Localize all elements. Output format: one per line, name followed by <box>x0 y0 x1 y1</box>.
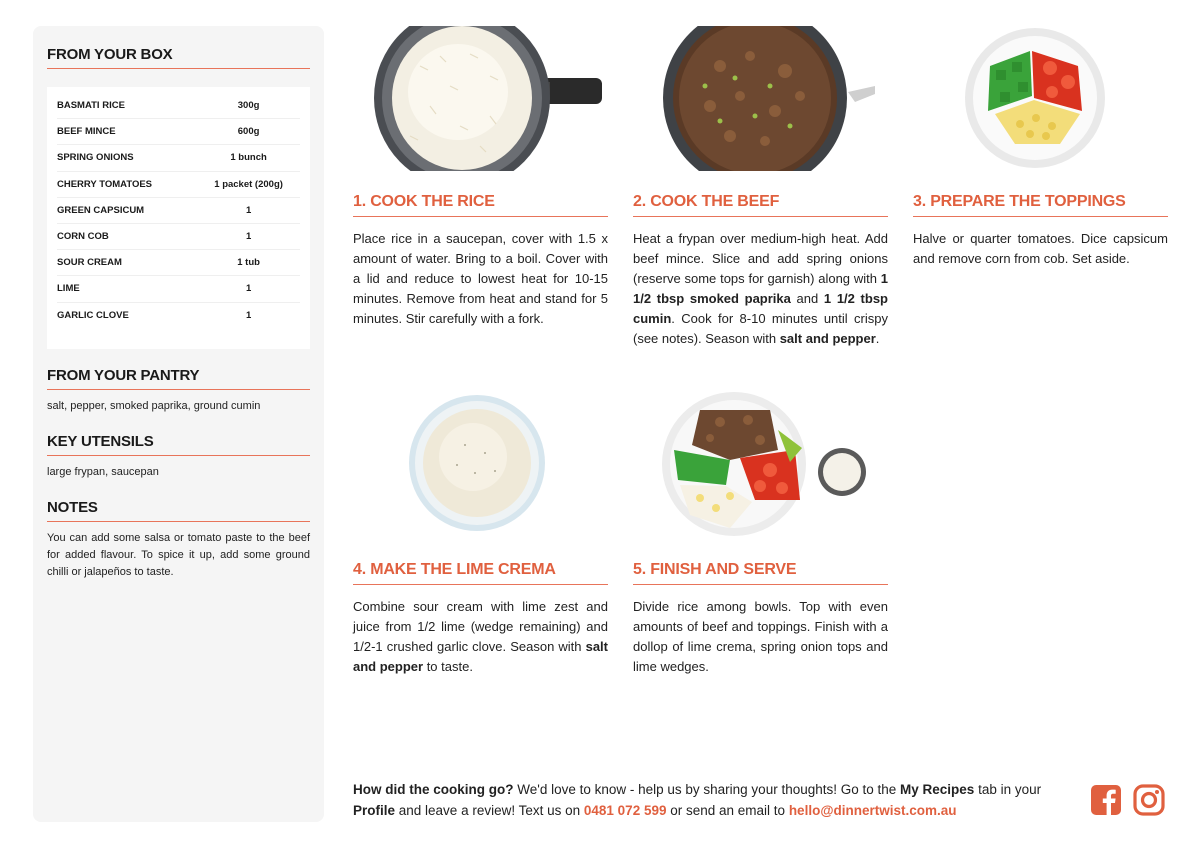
ingredient-name: BEEF MINCE <box>57 126 116 138</box>
ingredient-name: CHERRY TOMATOES <box>57 178 153 190</box>
beef-pan-image <box>660 26 885 171</box>
pantry-heading: FROM YOUR PANTRY <box>47 367 310 390</box>
table-row <box>57 303 300 329</box>
lime-crema-image <box>405 393 550 538</box>
rice-pot-image <box>370 26 605 171</box>
footer-question: How did the cooking go? <box>353 782 514 797</box>
ingredient-qty: 1 tub <box>237 257 260 269</box>
ingredient-name: LIME <box>57 283 80 295</box>
table-row <box>57 250 300 276</box>
box-heading: FROM YOUR BOX <box>47 46 310 69</box>
table-row <box>57 145 300 171</box>
ingredient-qty: 1 bunch <box>230 152 267 164</box>
utensils-text: large frypan, saucepan <box>47 465 159 478</box>
step-text: Halve or quarter tomatoes. Dice capsicum and remove corn from cob. Set aside. <box>913 231 1168 266</box>
step-text: Combine sour cream with lime zest and juice from 1/2 lime (wedge remaining) and 1/2-1 crushed garlic clove. Season with salt and pepper to taste. <box>353 599 608 674</box>
ingredient-qty: 1 <box>245 231 252 243</box>
ingredient-qty: 600g <box>237 126 260 138</box>
toppings-plate-image <box>960 26 1110 171</box>
finished-bowl-image <box>660 390 870 540</box>
step-text: Place rice in a saucepan, cover with 1.5 x amount of water. Bring to a boil. Cover with a lid and reduce to lowest heat for 10-15 minutes. Remove from heat and stand for 5 minutes. Stir carefully with a fork. <box>353 231 608 326</box>
step-cook-beef <box>633 193 888 349</box>
utensils-heading: KEY UTENSILS <box>47 433 310 456</box>
notes-text: You can add some salsa or tomato paste to the beef for added flavour. To spice it up, add some ground chilli or jalapeños to taste. <box>47 531 310 578</box>
step-text: Heat a frypan over medium-high heat. Add beef mince. Slice and add spring onions (reserve some tops for garnish) along with 1 1/2 tbsp smoked paprika and 1 1/2 tbsp cumin. Cook for 8-10 minutes until crispy (see notes). Season with salt and pepper. <box>633 231 888 346</box>
step-finish-serve <box>633 561 888 677</box>
profile-link[interactable]: Profile <box>353 803 396 818</box>
my-recipes-link[interactable]: My Recipes <box>900 782 975 797</box>
step-text: Divide rice among bowls. Top with even amounts of beef and toppings. Finish with a dollop of lime crema, spring onion tops and lime wedges. <box>633 599 888 674</box>
table-row <box>57 172 300 198</box>
ingredient-name: SOUR CREAM <box>57 257 122 269</box>
table-row <box>57 119 300 145</box>
notes-heading: NOTES <box>47 499 310 522</box>
ingredient-name: BASMATI RICE <box>57 100 125 112</box>
facebook-icon[interactable] <box>1090 784 1122 816</box>
step-prepare-toppings <box>913 193 1168 269</box>
table-row <box>57 93 300 119</box>
step-title: 2. COOK THE BEEF <box>633 193 888 217</box>
ingredient-name: GREEN CAPSICUM <box>57 204 145 216</box>
ingredient-qty: 1 <box>245 204 252 216</box>
feedback-footer: How did the cooking go? We'd love to know - help us by sharing your thoughts! Go to the My Recipes tab in your Profile and leave a review! Text us on 0481 072 599 or send an email to hello@dinnertwist.com.au <box>353 782 1042 818</box>
table-row <box>57 224 300 250</box>
ingredient-qty: 1 <box>245 283 252 295</box>
pantry-text: salt, pepper, smoked paprika, ground cumin <box>47 399 261 412</box>
ingredient-qty: 1 packet (200g) <box>214 178 283 190</box>
ingredient-name: CORN COB <box>57 231 109 243</box>
email-link[interactable]: hello@dinnertwist.com.au <box>788 803 957 818</box>
table-row <box>57 198 300 224</box>
ingredients-sidebar <box>33 26 324 822</box>
ingredient-name: SPRING ONIONS <box>57 152 134 164</box>
step-title: 1. COOK THE RICE <box>353 193 608 217</box>
step-title: 3. PREPARE THE TOPPINGS <box>913 193 1168 217</box>
instagram-icon[interactable] <box>1133 784 1165 816</box>
box-ingredients-table <box>47 87 310 349</box>
step-lime-crema <box>353 561 608 677</box>
table-row <box>57 276 300 302</box>
step-title: 4. MAKE THE LIME CREMA <box>353 561 608 585</box>
ingredient-name: GARLIC CLOVE <box>57 310 129 322</box>
ingredient-qty: 300g <box>237 100 260 112</box>
ingredient-qty: 1 <box>245 310 252 322</box>
step-title: 5. FINISH AND SERVE <box>633 561 888 585</box>
step-cook-rice <box>353 193 608 329</box>
phone-link[interactable]: 0481 072 599 <box>583 803 667 818</box>
